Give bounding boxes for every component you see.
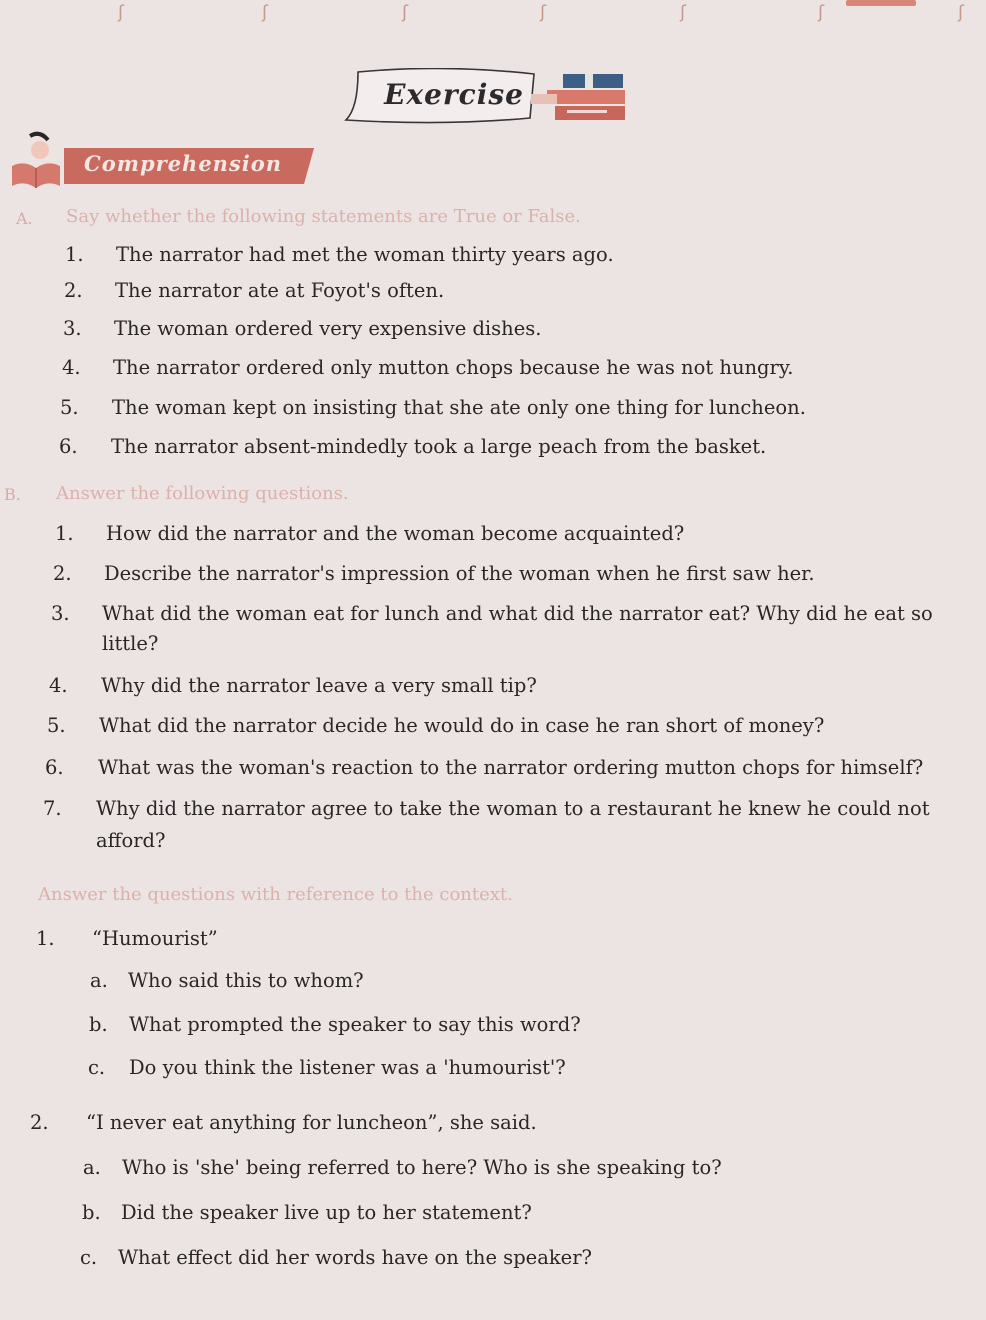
- item-text: The narrator ate at Foyot's often.: [115, 279, 445, 302]
- item-text: Why did the narrator leave a very small tip?: [101, 674, 537, 697]
- sub-text: What effect did her words have on the speaker?: [118, 1246, 592, 1269]
- section-instruction: Answer the following questions.: [56, 483, 349, 504]
- item-number: 3.: [51, 602, 70, 625]
- sub-letter: c.: [80, 1246, 98, 1269]
- binding-mark-icon: ʃ: [118, 2, 125, 23]
- binding-mark-icon: ʃ: [818, 2, 825, 23]
- section-instruction: Answer the questions with reference to the context.: [38, 884, 513, 905]
- item-number: 4.: [62, 356, 81, 379]
- item-text-continued: afford?: [96, 829, 166, 852]
- section-instruction: Say whether the following statements are True or False.: [66, 206, 581, 227]
- sub-text: What prompted the speaker to say this word?: [129, 1013, 581, 1036]
- item-text-continued: little?: [102, 632, 159, 655]
- sub-letter: b.: [89, 1013, 108, 1036]
- exercise-banner-icon: [344, 68, 544, 124]
- exercise-title: Exercise: [384, 78, 524, 111]
- item-text: The narrator ordered only mutton chops because he was not hungry.: [113, 356, 794, 379]
- item-text: The woman ordered very expensive dishes.: [114, 317, 542, 340]
- context-quote: “Humourist”: [92, 927, 218, 950]
- item-number: 4.: [49, 674, 68, 697]
- item-number: 6.: [45, 756, 64, 779]
- item-number: 7.: [43, 797, 62, 820]
- section-letter: A.: [16, 209, 33, 228]
- item-text: The narrator absent-mindedly took a large peach from the basket.: [111, 435, 767, 458]
- item-number: 5.: [60, 396, 79, 419]
- reader-icon: [10, 130, 62, 190]
- item-number: 2.: [30, 1111, 49, 1134]
- item-text: How did the narrator and the woman become acquainted?: [106, 522, 685, 545]
- sub-letter: c.: [88, 1056, 106, 1079]
- sub-text: Did the speaker live up to her statement?: [121, 1201, 532, 1224]
- item-number: 1.: [55, 522, 74, 545]
- binding-mark-icon: ʃ: [680, 2, 687, 23]
- item-number: 5.: [47, 714, 66, 737]
- sub-letter: b.: [82, 1201, 101, 1224]
- item-text: Describe the narrator's impression of the woman when he first saw her.: [104, 562, 815, 585]
- item-text: Why did the narrator agree to take the woman to a restaurant he knew he could not: [96, 797, 930, 820]
- sub-text: Do you think the listener was a 'humourist'?: [129, 1056, 566, 1079]
- section-title: Comprehension: [84, 151, 283, 176]
- sub-letter: a.: [83, 1156, 101, 1179]
- item-number: 3.: [63, 317, 82, 340]
- item-text: The woman kept on insisting that she ate only one thing for luncheon.: [112, 396, 806, 419]
- binding-mark-icon: ʃ: [540, 2, 547, 23]
- item-number: 2.: [64, 279, 83, 302]
- sub-text: Who said this to whom?: [128, 969, 364, 992]
- item-text: The narrator had met the woman thirty years ago.: [116, 243, 614, 266]
- decorative-strip: [846, 0, 916, 6]
- context-quote: “I never eat anything for luncheon”, she said.: [86, 1111, 537, 1134]
- item-text: What did the woman eat for lunch and what did the narrator eat? Why did he eat so: [102, 602, 933, 625]
- sub-text: Who is 'she' being referred to here? Who is she speaking to?: [122, 1156, 722, 1179]
- binding-mark-icon: ʃ: [958, 2, 965, 23]
- section-letter: B.: [4, 485, 21, 504]
- binding-mark-icon: ʃ: [262, 2, 269, 23]
- books-icon: [527, 72, 627, 126]
- item-number: 1.: [65, 243, 84, 266]
- sub-letter: a.: [90, 969, 108, 992]
- item-number: 2.: [53, 562, 72, 585]
- item-number: 1.: [36, 927, 55, 950]
- item-text: What was the woman's reaction to the narrator ordering mutton chops for himself?: [98, 756, 924, 779]
- item-number: 6.: [59, 435, 78, 458]
- item-text: What did the narrator decide he would do in case he ran short of money?: [99, 714, 825, 737]
- binding-mark-icon: ʃ: [402, 2, 409, 23]
